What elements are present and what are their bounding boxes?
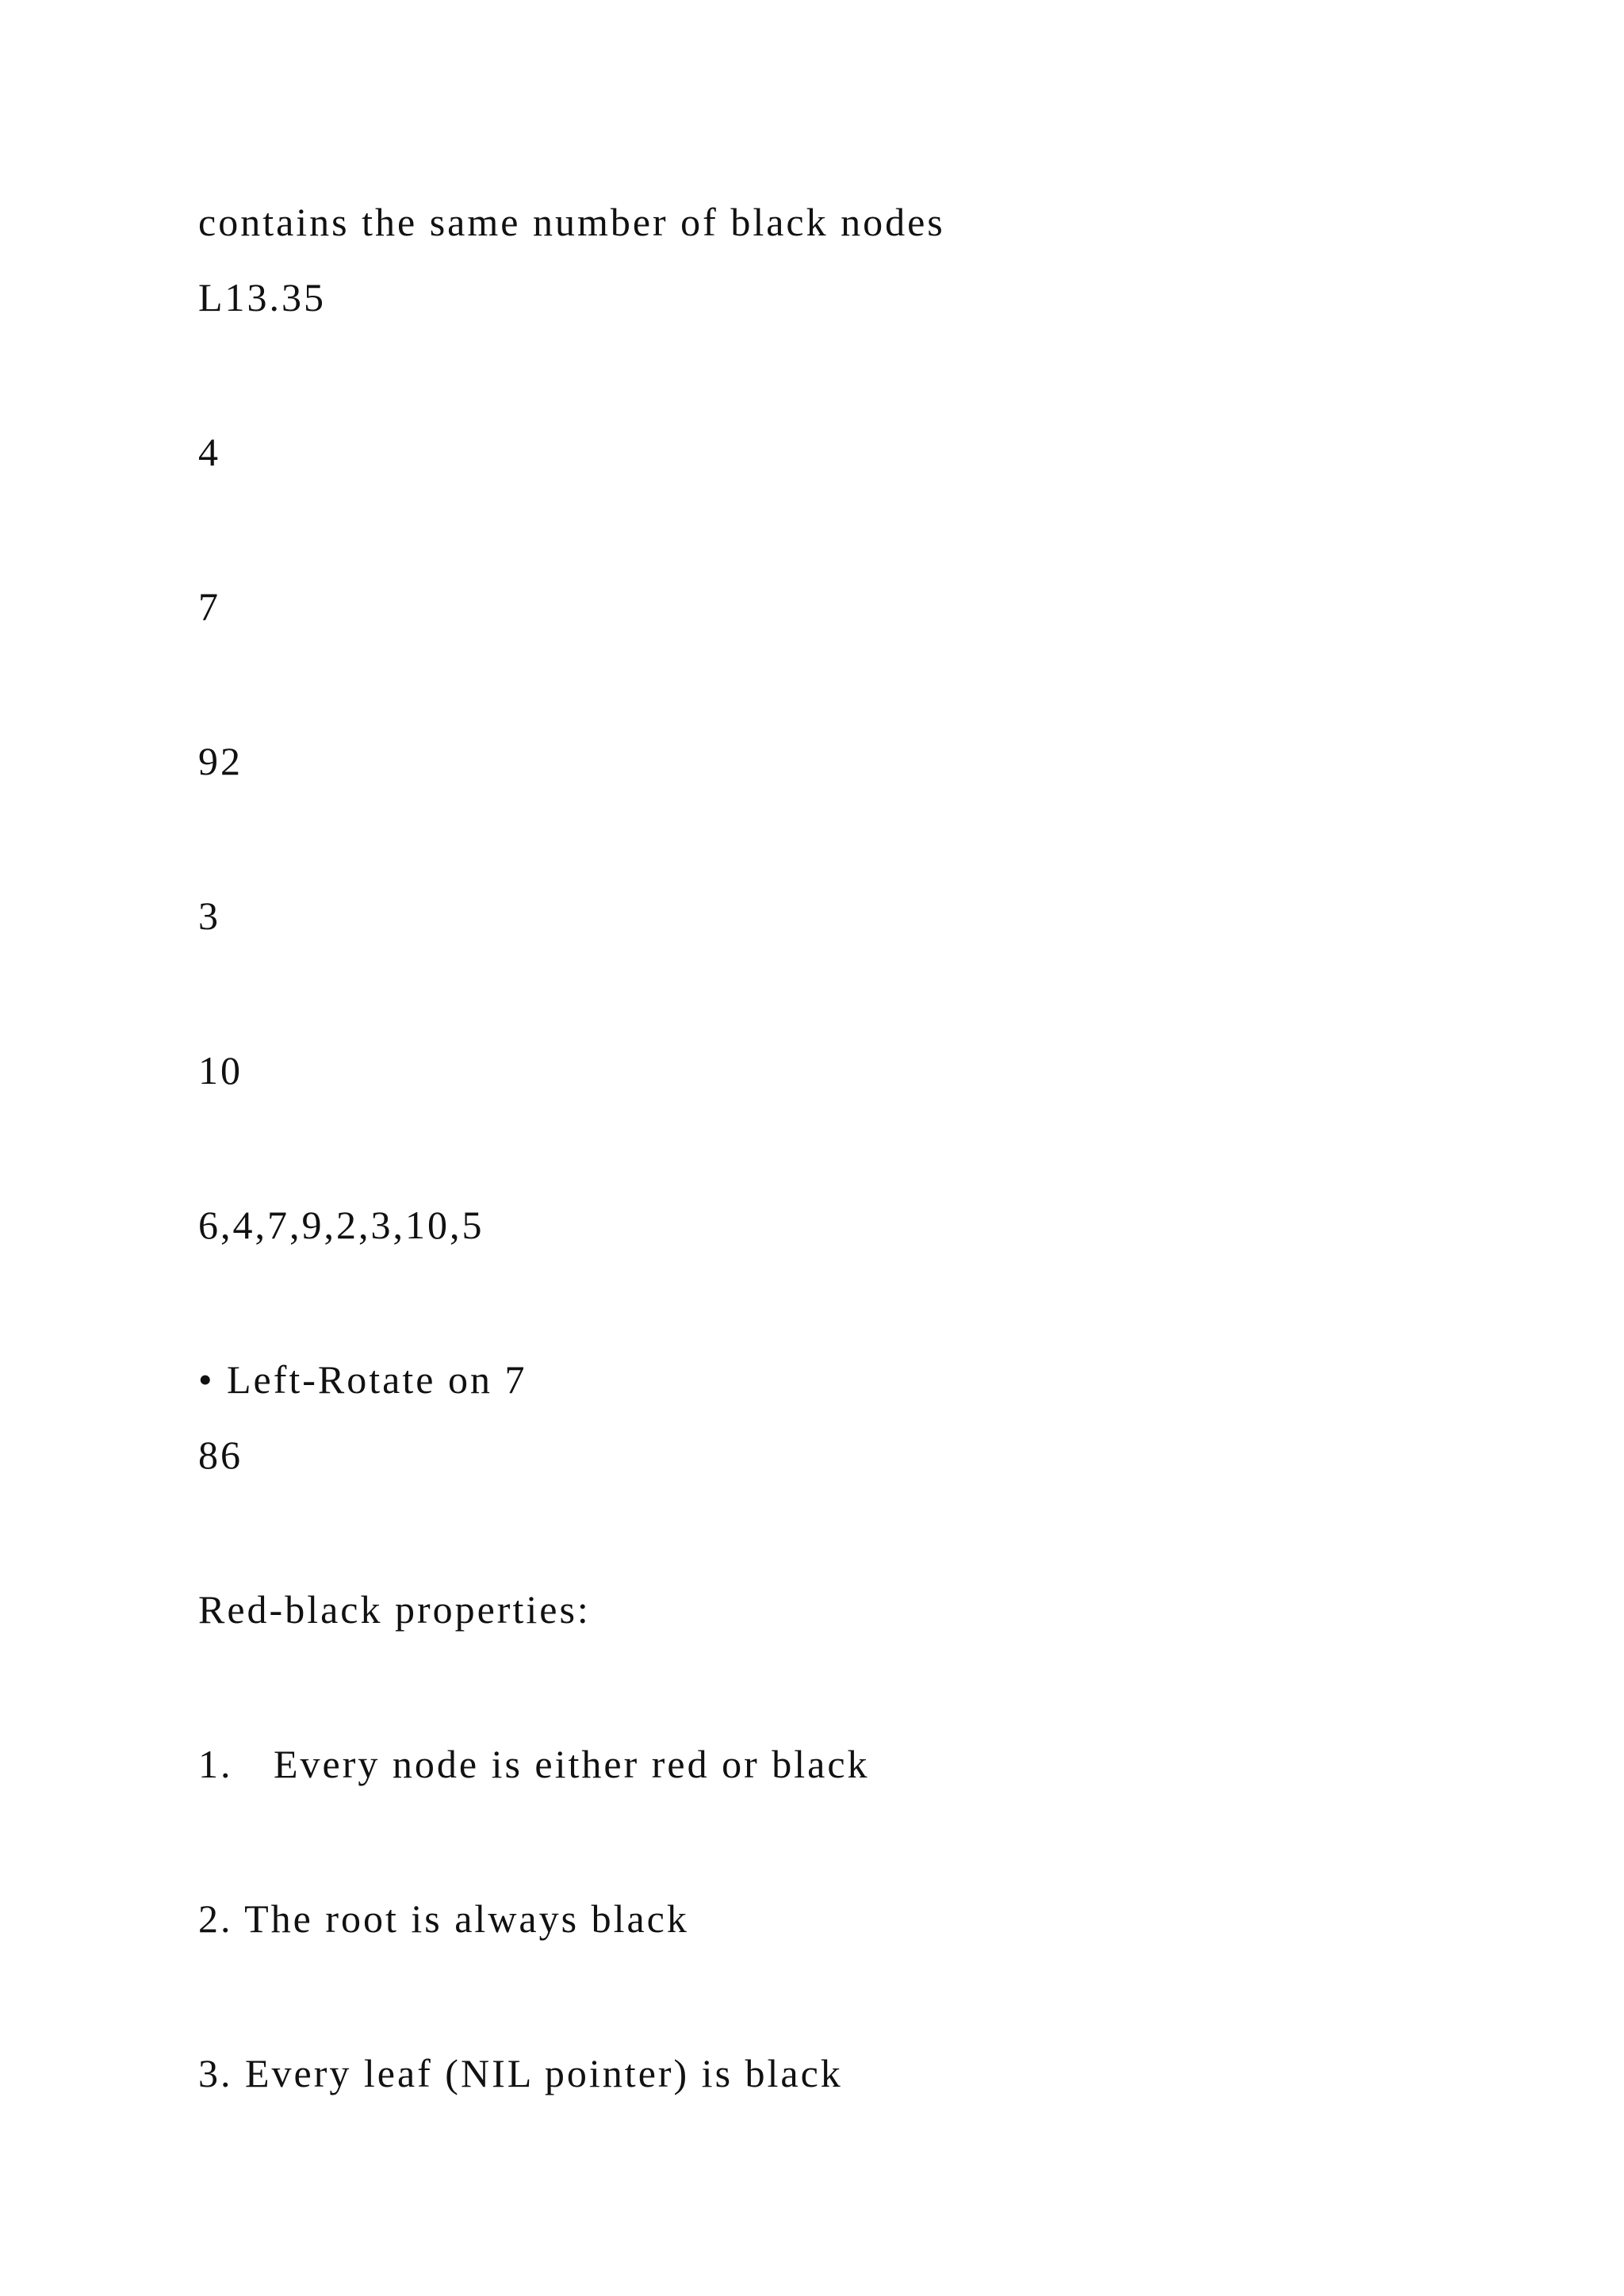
property-number: 1. [198,1742,233,1786]
property-number: 3. [198,2051,233,2095]
text-line-node-7: 7 [198,584,220,629]
text-line-page-number: 86 [198,1433,243,1477]
text-line-left-rotate: • Left-Rotate on 7 [198,1357,527,1402]
property-number: 2. [198,1896,233,1941]
text-line-sequence: 6,4,7,9,2,3,10,5 [198,1203,485,1247]
property-item-2 [198,1895,689,1942]
property-text: The root is always black [244,1896,689,1941]
text-line-node-4: 4 [198,430,220,474]
text-line-node-10: 10 [198,1048,243,1093]
text-line-node-92: 92 [198,739,243,783]
text-line-slide-ref: L13.35 [198,275,327,320]
text-line-node-3: 3 [198,894,220,938]
property-text: Every node is either red or black [274,1742,870,1786]
property-text: Every leaf (NIL pointer) is black [245,2051,843,2095]
property-item-1 [198,1740,870,1788]
property-item-3 [198,2049,843,2097]
text-line-continuation: contains the same number of black nodes [198,200,945,244]
text-line-properties-heading: Red-black properties: [198,1587,591,1632]
